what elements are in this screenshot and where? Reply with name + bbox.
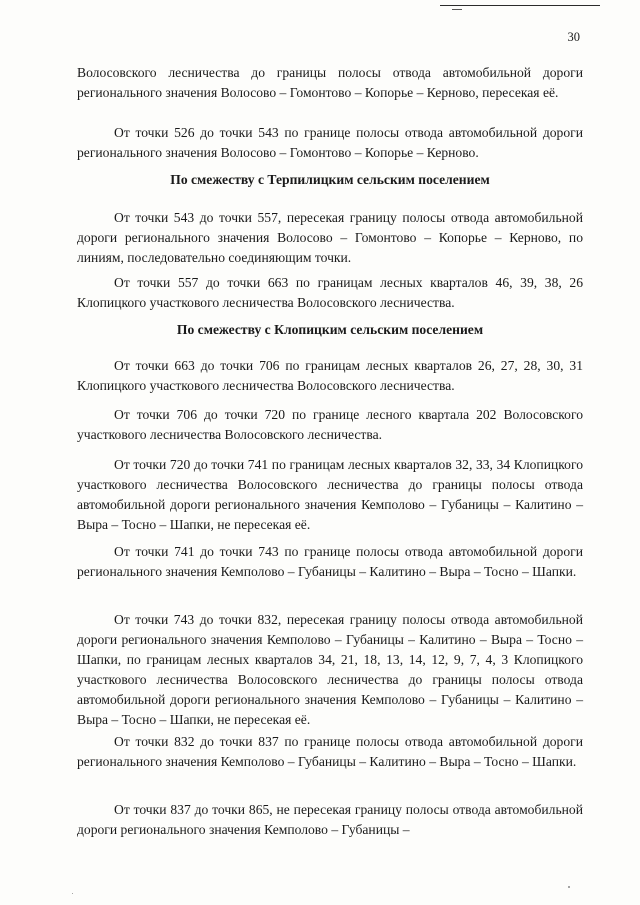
paragraph-557-663 (77, 273, 583, 313)
paragraph-text: От точки 837 до точки 865, не пересекая границу полосы отвода автомобильной дороги регионального значения Кемполово – Губаницы – (77, 802, 583, 837)
paragraph-706-720 (77, 405, 583, 445)
paragraph-text: От точки 526 до точки 543 по границе полосы отвода автомобильной дороги регионального значения Волосово – Гомонтово – Копорье – Керново. (77, 125, 583, 160)
paragraph-continuation (77, 63, 583, 103)
scan-speck (568, 886, 570, 888)
paragraph-text: От точки 557 до точки 663 по границам лесных кварталов 46, 39, 38, 26 Клопицкого участкового лесничества Волосовского лесничества. (77, 275, 583, 310)
paragraph-543-557 (77, 208, 583, 268)
paragraph-741-743 (77, 542, 583, 582)
paragraph-text: От точки 832 до точки 837 по границе полосы отвода автомобильной дороги регионального значения Кемполово – Губаницы – Калитино – Выра – Тосно – Шапки. (77, 734, 583, 769)
page-number: 30 (567, 30, 580, 44)
section-heading-klopitsy: По смежеству с Клопицким сельским поселением (176, 322, 484, 337)
paragraph-837-865 (77, 800, 583, 840)
header-rule (440, 5, 600, 6)
paragraph-720-741 (77, 455, 583, 535)
paragraph-526-543 (77, 123, 583, 163)
paragraph-text: От точки 543 до точки 557, пересекая границу полосы отвода автомобильной дороги регионального значения Волосово – Гомонтово – Копорье – Керново, по линиям, последовательно соединяющим точки. (77, 210, 583, 265)
section-heading-terpilitsy: По смежеству с Терпилицким сельским поселением (170, 172, 490, 187)
scan-speck (72, 893, 73, 894)
paragraph-text: От точки 663 до точки 706 по границам лесных кварталов 26, 27, 28, 30, 31 Клопицкого участкового лесничества Волосовского лесничества. (77, 358, 583, 393)
paragraph-text: От точки 743 до точки 832, пересекая границу полосы отвода автомобильной дороги регионального значения Кемполово – Губаницы – Калитино – Выра – Тосно – Шапки, по границам лесных кварталов 34, 21, 18, 13, 14, 12, 9, 7, 4, 3 Клопицкого участкового лесничества Волосовского лесничества до границы полосы отвода автомобильной дороги регионального значения Кемполово – Губаницы – Калитино – Выра – Тосно – Шапки, не пересекая её. (77, 612, 583, 727)
paragraph-text: Волосовского лесничества до границы полосы отвода автомобильной дороги регионального значения Волосово – Гомонтово – Копорье – Керново, пересекая её. (77, 65, 583, 100)
header-rule-mark (452, 9, 462, 10)
paragraph-832-837 (77, 732, 583, 772)
paragraph-text: От точки 706 до точки 720 по границе лесного квартала 202 Волосовского участкового лесничества Волосовского лесничества. (77, 407, 583, 442)
paragraph-743-832 (77, 610, 583, 730)
paragraph-text: От точки 741 до точки 743 по границе полосы отвода автомобильной дороги регионального значения Кемполово – Губаницы – Калитино – Выра – Тосно – Шапки. (77, 544, 583, 579)
paragraph-text: От точки 720 до точки 741 по границам лесных кварталов 32, 33, 34 Клопицкого участкового лесничества Волосовского лесничества до границы полосы отвода автомобильной дороги регионального значения Кемполово – Губаницы – Калитино – Выра – Тосно – Шапки, не пересекая её. (77, 457, 583, 532)
paragraph-663-706 (77, 356, 583, 396)
